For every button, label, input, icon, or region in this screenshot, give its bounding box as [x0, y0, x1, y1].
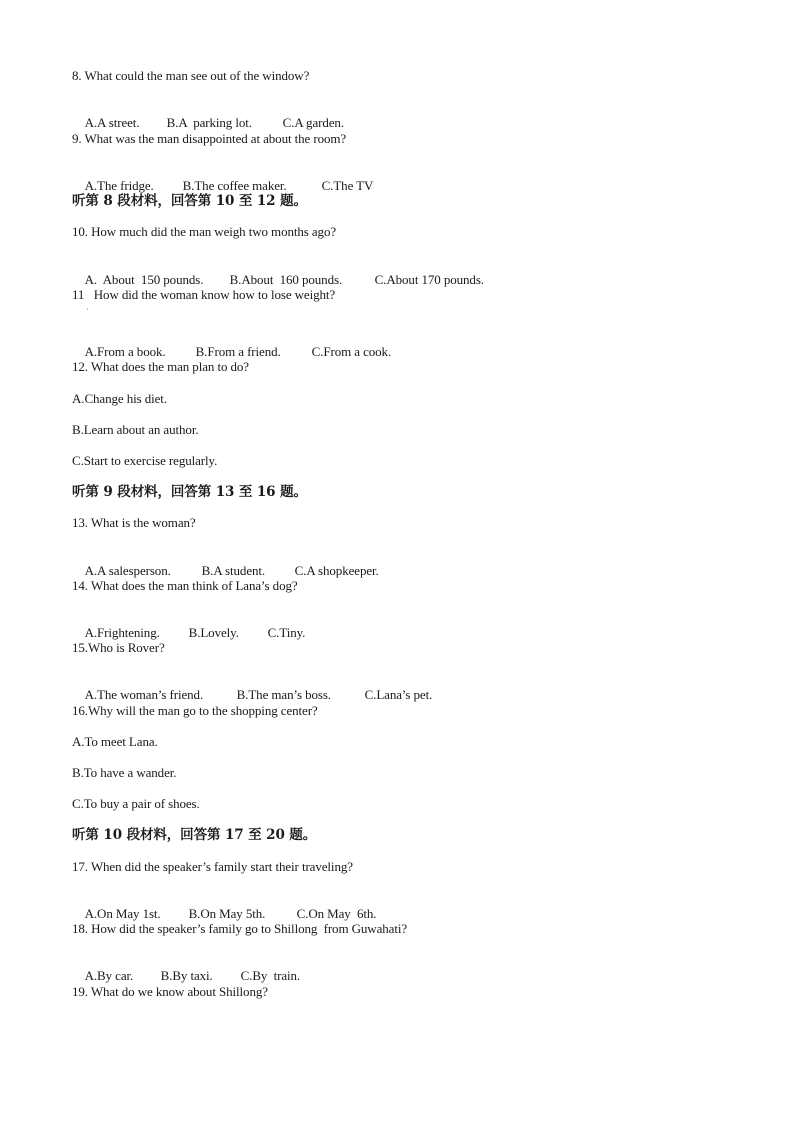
option-a: A.A salesperson.: [84, 563, 171, 578]
option-b: B.By taxi.: [160, 968, 213, 983]
option-b: B.The man’s boss.: [236, 687, 331, 702]
section-heading-10: 听第 10 段材料，回答第 17 至 20 题。: [72, 827, 317, 843]
option-a: A.The woman’s friend.: [84, 687, 204, 702]
section-heading-8: 听第 8 段材料，回答第 10 至 12 题。: [72, 193, 307, 209]
option-c: C.From a cook.: [311, 344, 392, 359]
option-a: A.A street.: [84, 115, 140, 130]
option-b: B.From a friend.: [195, 344, 281, 359]
option-c: C.A shopkeeper.: [294, 563, 379, 578]
option-b: B.A parking lot.: [166, 115, 252, 130]
option-16-c: C.To buy a pair of shoes.: [72, 796, 200, 811]
question-19: 19. What do we know about Shillong?: [72, 984, 268, 999]
question-13: 13. What is the woman?: [72, 515, 196, 530]
option-a: A.From a book.: [84, 344, 166, 359]
option-12-a: A.Change his diet.: [72, 391, 167, 406]
option-c: C.Lana’s pet.: [364, 687, 433, 702]
question-10: 10. How much did the man weigh two months ago?: [72, 224, 337, 239]
option-c: C.On May 6th.: [296, 906, 377, 921]
option-12-b: B.Learn about an author.: [72, 422, 199, 437]
question-8: 8. What could the man see out of the window?: [72, 68, 310, 83]
option-c: C.About 170 pounds.: [374, 272, 484, 287]
option-a: A.On May 1st.: [84, 906, 161, 921]
option-a: A.The fridge.: [84, 178, 154, 193]
option-b: B.About 160 pounds.: [229, 272, 343, 287]
question-15: 15.Who is Rover?: [72, 640, 165, 655]
option-a: A.By car.: [84, 968, 134, 983]
option-a: A.Frightening.: [84, 625, 160, 640]
option-a: A. About 150 pounds.: [84, 272, 204, 287]
option-c: C.A garden.: [282, 115, 344, 130]
option-b: B.A student.: [201, 563, 266, 578]
question-17: 17. When did the speaker’s family start their traveling?: [72, 859, 353, 874]
option-b: B.On May 5th.: [188, 906, 266, 921]
stray-dot: ·: [86, 305, 89, 314]
question-18: 18. How did the speaker’s family go to Shillong from Guwahati?: [72, 921, 408, 936]
question-9: 9. What was the man disappointed at about the room?: [72, 131, 347, 146]
option-12-c: C.Start to exercise regularly.: [72, 453, 218, 468]
section-heading-9: 听第 9 段材料，回答第 13 至 16 题。: [72, 484, 307, 500]
question-11: 11 How did the woman know how to lose weight?: [72, 287, 336, 302]
question-14: 14. What does the man think of Lana’s dog?: [72, 578, 298, 593]
option-b: B.Lovely.: [188, 625, 239, 640]
question-12: 12. What does the man plan to do?: [72, 359, 249, 374]
option-16-a: A.To meet Lana.: [72, 734, 158, 749]
option-b: B.The coffee maker.: [182, 178, 287, 193]
option-16-b: B.To have a wander.: [72, 765, 177, 780]
option-c: C.The TV: [321, 178, 374, 193]
option-c: C.By train.: [240, 968, 301, 983]
option-c: C.Tiny.: [267, 625, 306, 640]
question-16: 16.Why will the man go to the shopping center?: [72, 703, 318, 718]
